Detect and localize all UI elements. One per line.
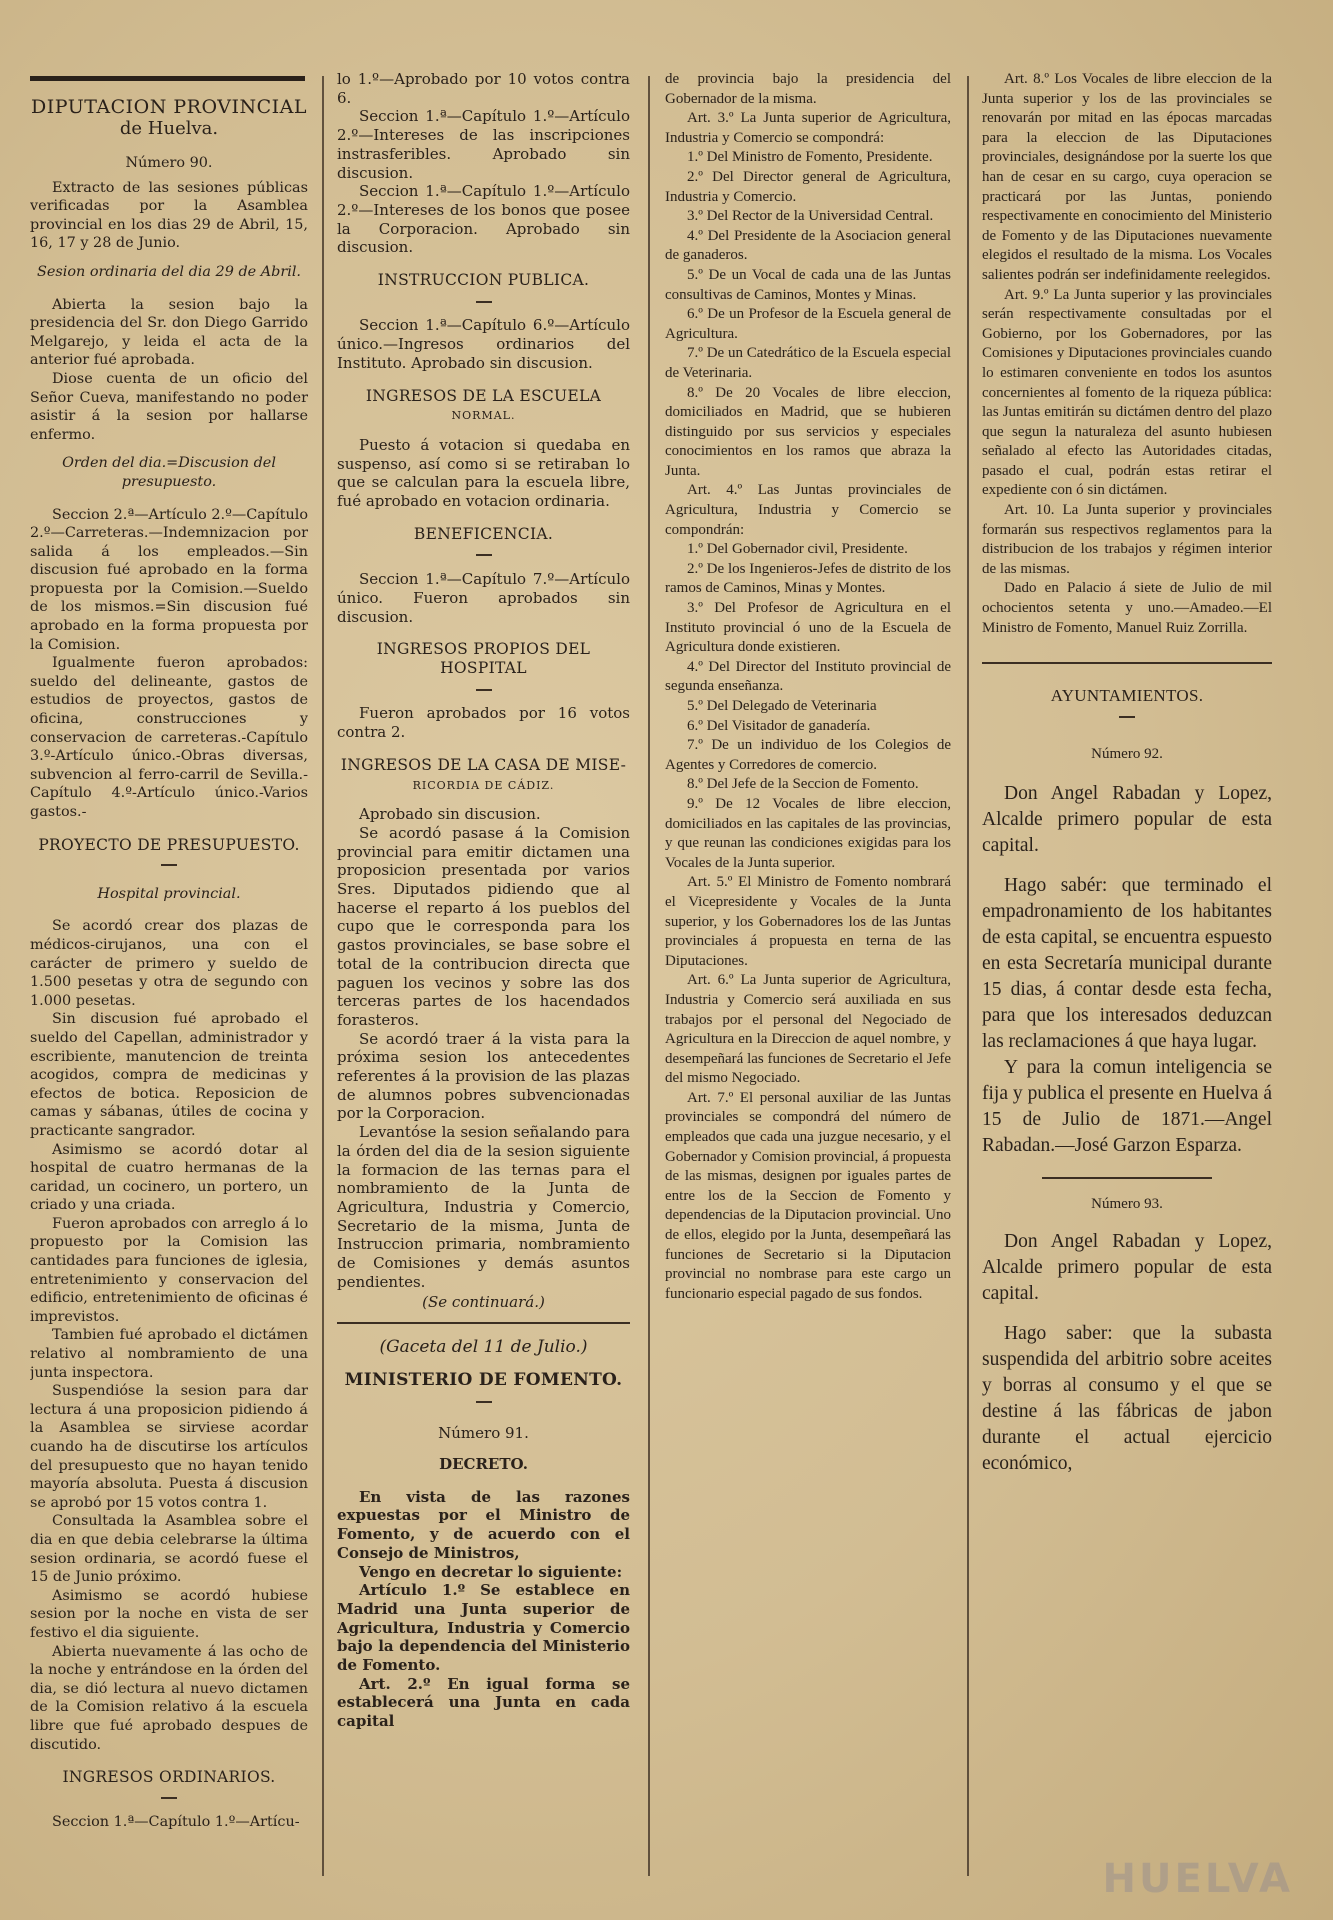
section-heading: INGRESOS DE LA CASA DE MISE- — [340, 755, 627, 774]
list-item: 5.º De un Vocal de cada una de las Juntas consultivas de Caminos, Montes y Minas. — [665, 266, 951, 303]
paragraph: Puesto á votacion si quedaba en suspenso, así como si se retiraban lo que se calculan para la escuela libre, fué aprobado en votacion ordinaria. — [337, 435, 630, 511]
paragraph: Levantóse la sesion señalando para la órden del dia de la sesion siguiente la formacion de las ternas para el nombramiento de la Junta de Agricultura, Industria y Comercio, Secretario de la misma, Junta de Instruccion primaria, nombramiento de Comisiones y demás asuntos pendientes. — [337, 1123, 630, 1291]
paragraph: Art. 6.º La Junta superior de Agricultura, Industria y Comercio será auxiliada en sus trabajos por el personal del Negociado de Agricultura en la Direccion de aquel nombre, y desempeñará las funciones de Secretario el Jefe del mismo Negociado. — [665, 972, 951, 1087]
paragraph: Igualmente fueron aprobados: sueldo del delineante, gastos de estudios de proyectos, gastos de oficina, construcciones y conservacion de carreteras.-Capítulo 3.º-Artículo único.-Obras diversas, subvencion al ferro-carril de Sevilla.-Capítulo 4.º-Artículo único.-Varios gastos.- — [30, 655, 308, 820]
list-item: 4.º Del Director del Instituto provincial de segunda enseñanza. — [665, 658, 951, 695]
paragraph: Extracto de las sesiones públicas verificadas por la Asamblea provincial en los dias 29 de Abril, 15, 16, 17 y 28 de Junio. — [30, 179, 308, 252]
notice-92 — [982, 781, 1272, 1159]
list-item: 8.º De 20 Vocales de libre eleccion, domiciliados en Madrid, que se hubieren distinguido por sus servicios y especiales conocimientos en los ramos que abraza la Junta. — [665, 384, 951, 479]
source-heading: (Gaceta del 11 de Julio.) — [379, 1337, 588, 1358]
paragraph: Suspendióse la sesion para dar lectura á una proposicion pidiendo á la Asamblea se sirviese acordar cuando ha de discutirse los artículos del presupuesto que no hayan tenido mayoría absoluta. Puesta á discusion se aprobó por 15 votos contra 1. — [30, 1383, 308, 1511]
paragraph: En vista de las razones expuestas por el Ministro de Fomento, y de acuerdo con el Consejo de Ministros, — [337, 1487, 630, 1562]
paragraph: Art. 9.º La Junta superior y las provinciales serán respectivamente consultadas por el Gobierno, por los Gobernadores, por las Comisiones y Diputaciones provinciales cuando lo estimaren conveniente en todos los asuntos concernientes al fomento de la riqueza pública: las Juntas emitirán su dictámen dentro del plazo que segun la naturaleza del asunto hubiesen señalado al efecto las Autoridades citadas, pasado el cual, podrán estas retirar el expediente con ó sin dictámen. — [982, 286, 1272, 499]
paragraph: Art. 7.º El personal auxiliar de las Juntas provinciales se compondrá del número de empleados que cada una juzgue necesario, y el Gobernador y Comision provincial, á propuesta de las mismas, designen por iguales partes de entre los de la Seccion de Fomento y dependencias de la Diputacion provincial. Uno de ellos, elegido por la Junta, desempeñará las funciones de Secretario si la Diputacion provincial no nombrase para este cargo un funcionario especial pagado de sus fondos. — [665, 1089, 951, 1302]
section-heading: INGRESOS PROPIOS DEL HOSPITAL — [376, 640, 591, 677]
paragraph: Sin discusion fué aprobado el sueldo del Capellan, administrador y escribiente, manutencion de treinta acogidos, compra de medicinas y efectos de botica. Reposicion de camas y sábanas, útiles de cocina y practicante sangrador. — [30, 1011, 308, 1139]
list-item: 3.º Del Rector de la Universidad Central. — [687, 208, 934, 225]
subsection-heading: Hospital provincial. — [97, 885, 241, 902]
separator-rule — [337, 1322, 630, 1324]
paragraph: lo 1.º—Aprobado por 10 votos contra 6. — [337, 70, 630, 107]
notice-number: Número 90. — [125, 155, 213, 171]
paragraph: Y para la comun inteligencia se fija y publica el presente en Huelva á 15 de Julio de 1871.—Angel Rabadan.—José Garzon Esparza. — [982, 1057, 1272, 1156]
paragraph: Diose cuenta de un oficio del Señor Cueva, manifestando no poder asistir á la sesion por hallarse enfermo. — [30, 370, 308, 443]
separator-dash — [30, 1789, 308, 1808]
paragraph: Tambien fué aprobado el dictámen relativo al nombramiento de una junta inspectora. — [30, 1327, 308, 1381]
list-item: 3.º Del Profesor de Agricultura en el Instituto provincial ó uno de la Escuela de Agricultura donde existieren. — [665, 600, 951, 656]
session-heading: Sesion ordinaria del dia 29 de Abril. — [36, 263, 302, 280]
list-item: 8.º Del Jefe de la Seccion de Fomento. — [687, 776, 919, 793]
decree-heading: DECRETO. — [439, 1455, 528, 1473]
section-heading-sub: RICORDIA DE CÁDIZ. — [412, 778, 555, 792]
paragraph: Seccion 1.ª—Capítulo 1.º—Artículo 2.º—Intereses de los bonos que posee la Corporacion. Aprobado sin discusion. — [337, 182, 630, 257]
paragraph: Aprobado sin discusion. — [359, 805, 541, 824]
separator-dash — [337, 292, 630, 311]
paragraph: Art. 10. La Junta superior y provinciales formarán sus respectivos reglamentos para la distribucion de los trabajos y régimen interior de las mismas. — [982, 502, 1272, 577]
section-heading-sub: NORMAL. — [451, 409, 516, 423]
column-1 — [30, 70, 308, 1870]
column-2 — [337, 70, 630, 1870]
separator-rule — [1042, 1177, 1212, 1179]
paragraph: Art. 2.º En igual forma se establecerá una Junta en cada capital — [337, 1674, 630, 1731]
separator-dash — [337, 545, 630, 564]
section-heading: PROYECTO DE PRESUPUESTO. — [38, 835, 300, 854]
separator-dash — [30, 856, 308, 875]
notice-number: Número 93. — [1091, 1196, 1163, 1212]
column-divider — [322, 76, 324, 1876]
list-item: 9.º De 12 Vocales de libre eleccion, domiciliados en las capitales de las provincias, y que reunan las condiciones exigidas para los Vocales de la Junta superior. — [665, 795, 951, 871]
separator-dash — [337, 680, 630, 699]
list-item: 1.º Del Ministro de Fomento, Presidente. — [687, 149, 933, 166]
paragraph: Se acordó pasase á la Comision provincial para emitir dictamen una proposicion presentada por varios Sres. Diputados pidiendo que al hacerse el reparto á los pueblos del cupo que le corresponda para los gastos provinciales, se base sobre el total de la contribucion directa que paguen los vecinos y sobre las dos terceras partes de los hacendados forasteros. — [337, 823, 630, 1029]
paragraph: Hago saber: que la subasta suspendida del arbitrio sobre aceites y borras al consumo y el que se destine á las fábricas de jabon durante el actual ejercicio económico, — [982, 1322, 1272, 1474]
column-divider — [967, 76, 969, 1876]
section-subtitle: de Huelva. — [119, 118, 219, 139]
column-divider — [648, 76, 650, 1876]
separator-rule — [982, 662, 1272, 664]
list-item: 2.º De los Ingenieros-Jefes de distrito de los ramos de Caminos, Minas y Montes. — [665, 560, 951, 597]
paragraph: Asimismo se acordó dotar al hospital de cuatro hermanas de la caridad, un cocinero, un portero, un criado y una criada. — [30, 1141, 308, 1214]
paragraph: Se acordó traer á la vista para la próxima sesion los antecedentes referentes á la provision de las plazas de alumnos pobres subvencionadas por la Corporacion. — [337, 1029, 630, 1123]
paragraph: Seccion 1.ª—Capítulo 7.º—Artículo único. Fueron aprobados sin discusion. — [337, 570, 630, 626]
paragraph: Fueron aprobados por 16 votos contra 2. — [337, 704, 630, 742]
notice-number: Número 92. — [1091, 746, 1163, 763]
signature-paragraph: Dado en Palacio á siete de Julio de mil ochocientos setenta y uno.—Amadeo.—El Ministro de Fomento, Manuel Ruiz Zorrilla. — [982, 580, 1272, 636]
separator-dash — [337, 1392, 630, 1411]
paragraph: Art. 4.º Las Juntas provinciales de Agricultura, Industria y Comercio se compondrán: — [665, 482, 951, 538]
ministry-heading: MINISTERIO DE FOMENTO. — [344, 1369, 623, 1390]
list-item: 6.º De un Profesor de la Escuela general de Agricultura. — [665, 306, 951, 342]
section-heading: INSTRUCCION PUBLICA. — [377, 271, 590, 290]
paragraph: Abierta la sesion bajo la presidencia del Sr. don Diego Garrido Melgarejo, y leida el acta de la anterior fué aprobada. — [30, 296, 308, 369]
notice-93 — [982, 1229, 1272, 1477]
section-heading: INGRESOS ORDINARIOS. — [62, 1768, 276, 1787]
section-heading: INGRESOS DE LA ESCUELA — [365, 386, 602, 405]
agenda-heading: Orden del dia.=Discusion del presupuesto. — [62, 455, 276, 490]
section-heading: AYUNTAMIENTOS. — [1050, 686, 1204, 706]
paragraph: Abierta nuevamente á las ocho de la noche y entrándose en la órden del dia, se dió lectura al nuevo dictamen de la Comision relativo á la escuela libre que fué aprobado despues de discutido. — [30, 1643, 308, 1753]
list-item: 2.º Del Director general de Agricultura, Industria y Comercio. — [665, 168, 951, 205]
section-heading: BENEFICENCIA. — [413, 524, 554, 543]
paragraph: de provincia bajo la presidencia del Gobernador de la misma. — [665, 71, 951, 107]
paragraph: Art. 5.º El Ministro de Fomento nombrará el Vicepresidente y Vocales de la Junta superior, y los Gobernadores los de las Juntas provinciales á propuesta en terna de las Diputaciones. — [665, 874, 951, 969]
paragraph: Seccion 1.ª—Capítulo 1.º—Artícu- — [52, 1814, 300, 1831]
column-3 — [665, 70, 951, 1870]
paragraph: Seccion 2.ª—Artículo 2.º—Capítulo 2.º—Carreteras.—Indemnizacion por salida á los empleados.—Sin discusion fué aprobado en la forma propuesta por la Comision.—Sueldo de los mismos.=Sin discusion fué aprobado en la forma propuesta por la Comision. — [30, 506, 308, 653]
paragraph: Hago sabér: que terminado el empadronamiento de los habitantes de esta capital, se encuentra espuesto en esta Secretaría municipal durante 15 dias, á contar desde esta fecha, para que los interesados deduzcan las reclamaciones á que haya lugar. — [982, 875, 1272, 1052]
continued-note: (Se continuará.) — [422, 1293, 545, 1312]
paragraph: Consultada la Asamblea sobre el dia en que debia celebrarse la última sesion ordinaria, se acordó fuese el 15 de Junio próximo. — [30, 1513, 308, 1586]
paragraph: Fueron aprobados con arreglo á lo propuesto por la Comision las cantidades para funciones de iglesia, entretenimiento y conservacion del edificio, entretenimiento de oficinas é imprevistos. — [30, 1215, 308, 1325]
list-item: 4.º Del Presidente de la Asociacion general de ganaderos. — [665, 227, 951, 264]
list-item: 1.º Del Gobernador civil, Presidente. — [687, 541, 908, 558]
list-item: 6.º Del Visitador de ganadería. — [687, 717, 871, 734]
paragraph: Seccion 1.ª—Capítulo 6.º—Artículo único.—Ingresos ordinarios del Instituto. Aprobado sin discusion. — [337, 316, 630, 372]
archive-watermark: HUELVA — [1102, 1856, 1293, 1902]
paragraph: Artículo 1.º Se establece en Madrid una Junta superior de Agricultura, Industria y Comercio bajo la dependencia del Ministerio de Fomento. — [337, 1581, 630, 1675]
mayor-heading: Don Angel Rabadan y Lopez, Alcalde primero popular de esta capital. — [982, 1230, 1272, 1304]
list-item: 5.º Del Delegado de Veterinaria — [687, 698, 877, 714]
paragraph: Se acordó crear dos plazas de médicos-cirujanos, una con el carácter de primero y sueldo de 1.500 pesetas y otra de segundo con 1.000 pesetas. — [30, 918, 308, 1009]
paragraph: Art. 3.º La Junta superior de Agricultura, Industria y Comercio se compondrá: — [665, 110, 951, 146]
list-item: 7.º De un individuo de los Colegios de Agentes y Corredores de comercio. — [665, 737, 951, 773]
paragraph: Asimismo se acordó hubiese sesion por la noche en vista de ser festivo el dia siguiente. — [30, 1587, 308, 1641]
mayor-heading: Don Angel Rabadan y Lopez, Alcalde primero popular de esta capital. — [982, 783, 1272, 856]
list-item: 7.º De un Catedrático de la Escuela especial de Veterinaria. — [665, 345, 951, 381]
notice-number: Número 91. — [438, 1424, 529, 1443]
column-4 — [982, 70, 1272, 1870]
paragraph: Vengo en decretar lo siguiente: — [359, 1562, 623, 1581]
paragraph: Art. 8.º Los Vocales de libre eleccion de la Junta superior y los de las provinciales se renovarán por mitad en las épocas marcadas para la eleccion de las Diputaciones provinciales, designándose por la suerte los que han de cesar en su cargo, cuya operacion se practicará por las Juntas, poniendo respectivamente en conocimiento del Ministerio de Fomento y de las Diputaciones nuevamente elegidos el resultado de la misma. Los Vocales salientes podrán ser indefinidamente reelegidos. — [982, 71, 1272, 283]
section-title: DIPUTACION PROVINCIAL — [31, 96, 307, 118]
separator-dash — [982, 708, 1272, 728]
paragraph: Seccion 1.ª—Capítulo 1.º—Artículo 2.º—Intereses de las inscripciones instrasferibles. Aprobado sin discusion. — [337, 107, 630, 182]
